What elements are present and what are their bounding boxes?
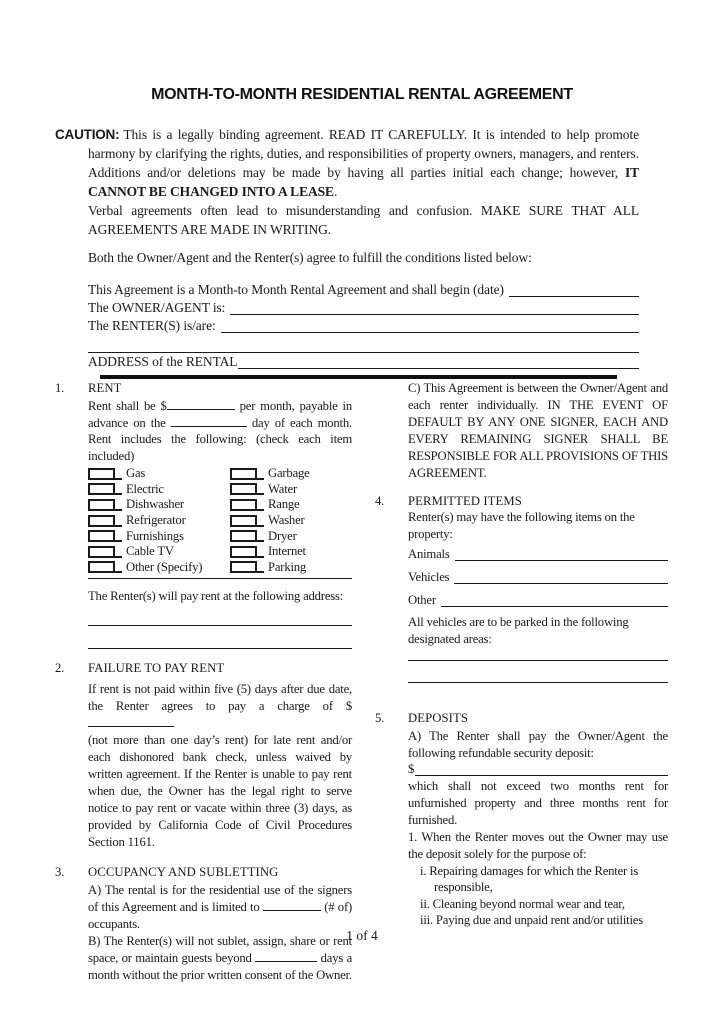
rent-text-3: day of each month. Rent includes the following: (check each item included) bbox=[88, 415, 352, 463]
pay-address-text: The Renter(s) will pay rent at the following address: bbox=[88, 589, 344, 604]
checkbox-tail bbox=[257, 530, 264, 542]
vehicles-label: Vehicles bbox=[408, 570, 450, 584]
checkbox-tail bbox=[115, 515, 122, 527]
section-4-title: PERMITTED ITEMS bbox=[408, 494, 522, 508]
section-3-number: 3. bbox=[55, 864, 65, 879]
section-1-heading bbox=[55, 380, 352, 396]
late-charge-paragraph bbox=[88, 681, 352, 732]
checkbox-label-refrigerator: Refrigerator bbox=[126, 513, 186, 528]
checkbox-label-internet: Internet bbox=[268, 544, 306, 559]
caution-label: CAUTION: bbox=[55, 127, 120, 142]
checkbox-gas[interactable] bbox=[88, 468, 115, 480]
section-5-title: DEPOSITS bbox=[408, 711, 469, 725]
vehicles-field[interactable] bbox=[454, 583, 668, 584]
failure-terms-paragraph: (not more than one day’s rent) for late rent and/or each dishonored bank check, unless waived by written agreement. If the Renter is unable to pay rent when due, the Owner has the legal right to serve notice to pay rent or vacate within three (3) days, as provided by California Code of Civil Procedures Section 1161. bbox=[88, 732, 352, 849]
checkbox-tail bbox=[115, 499, 122, 511]
checkbox-tail bbox=[257, 561, 264, 573]
parking-areas-text: All vehicles are to be parked in the following designated areas: bbox=[408, 615, 629, 646]
rent-text-2: per month, payable in advance on the bbox=[88, 399, 352, 430]
top-section bbox=[55, 125, 639, 379]
checkbox-dryer[interactable] bbox=[230, 530, 257, 542]
rental-address-label: ADDRESS of the RENTAL bbox=[88, 354, 238, 369]
other-items-field[interactable] bbox=[441, 606, 668, 607]
checklist-item-washer bbox=[230, 513, 352, 529]
permitted-items-intro: Renter(s) may have the following items on the property: bbox=[408, 510, 635, 541]
checklist-item-dishwasher bbox=[88, 497, 230, 513]
rental-address-field[interactable] bbox=[238, 368, 639, 369]
checkbox-label-garbage: Garbage bbox=[268, 466, 310, 481]
checklist-item-other bbox=[88, 560, 230, 576]
renters-label: The RENTER(S) is/are: bbox=[88, 318, 216, 333]
section-2-title: FAILURE TO PAY RENT bbox=[88, 660, 225, 675]
checklist-item-refrigerator bbox=[88, 513, 230, 529]
parking-area-line-2[interactable] bbox=[408, 682, 668, 683]
failure-text-1: If rent is not paid within five (5) days after due date, the Renter agrees to pay a charge of $ bbox=[88, 681, 352, 713]
section-divider-bar bbox=[100, 375, 617, 379]
checkbox-tail bbox=[257, 468, 264, 480]
animals-line bbox=[408, 545, 668, 563]
checkbox-electric[interactable] bbox=[88, 483, 115, 495]
checkbox-tail bbox=[115, 530, 122, 542]
checkbox-other[interactable] bbox=[88, 561, 115, 573]
checkbox-range[interactable] bbox=[230, 499, 257, 511]
caution-text: This is a legally binding agreement. READ IT CAREFULLY. It is intended to help promote harmony by clarifying the rights, duties, and responsibilities of property owners, managers, and renters. Additions and/or deletions may be made by having all parties initial each change; however, bbox=[88, 127, 639, 180]
checklist-item-furnishings bbox=[88, 528, 230, 544]
pay-address-line-2[interactable] bbox=[88, 648, 352, 649]
checkbox-tail bbox=[115, 546, 122, 558]
dollar-sign-label: $ bbox=[408, 762, 415, 776]
checklist-item-gas bbox=[88, 466, 230, 482]
deposit-use-item-2: ii. Cleaning beyond normal wear and tear, bbox=[420, 896, 625, 911]
section-4-heading bbox=[375, 493, 668, 509]
checkbox-furnishings[interactable] bbox=[88, 530, 115, 542]
checkbox-tail bbox=[257, 499, 264, 511]
checkbox-label-dishwasher: Dishwasher bbox=[126, 497, 184, 512]
occupancy-a-text-2: (# of) occupants. bbox=[88, 899, 353, 931]
page-number: 1 of 4 bbox=[346, 928, 378, 943]
late-charge-field[interactable] bbox=[88, 716, 174, 727]
section-2-heading bbox=[55, 660, 352, 676]
rent-terms-paragraph bbox=[88, 398, 352, 464]
occupants-count-field[interactable] bbox=[263, 900, 321, 911]
caution-bold-text: IT CANNOT BE CHANGED INTO A LEASE bbox=[88, 165, 639, 199]
section-2-number: 2. bbox=[55, 660, 65, 675]
deposit-use-item-1: i. Repairing damages for which the Renter is responsible, bbox=[420, 864, 639, 895]
checklist-item-electric bbox=[88, 482, 230, 498]
section-1-number: 1. bbox=[55, 381, 65, 395]
checkbox-dishwasher[interactable] bbox=[88, 499, 115, 511]
parking-area-line-1[interactable] bbox=[408, 660, 668, 661]
section-4-number: 4. bbox=[375, 494, 385, 508]
occupancy-b-text-2: days a month without the prior written consent of the Owner. bbox=[88, 950, 352, 982]
checkbox-label-range: Range bbox=[268, 497, 300, 512]
owner-agent-label: The OWNER/AGENT is: bbox=[88, 300, 226, 315]
occupancy-b-text-1: B) The Renter(s) will not sublet, assign, share or rent space, or maintain guests beyond bbox=[88, 933, 352, 965]
begin-date-field[interactable] bbox=[509, 296, 639, 297]
checklist-item-cable-tv bbox=[88, 544, 230, 560]
section-5-number: 5. bbox=[375, 711, 385, 725]
checkbox-label-parking: Parking bbox=[268, 559, 307, 574]
section-3-heading bbox=[55, 864, 352, 880]
checkbox-tail bbox=[257, 483, 264, 495]
pay-address-line-1[interactable] bbox=[88, 625, 352, 626]
checklist-item-dryer bbox=[230, 528, 352, 544]
checklist-item-water bbox=[230, 482, 352, 498]
renters-field-line-2[interactable] bbox=[88, 335, 639, 353]
occupancy-a-paragraph bbox=[88, 882, 352, 933]
checkbox-water[interactable] bbox=[230, 483, 257, 495]
checkbox-label-electric: Electric bbox=[126, 481, 164, 496]
checkbox-refrigerator[interactable] bbox=[88, 515, 115, 527]
section-1-title: RENT bbox=[88, 381, 122, 395]
caution-second-paragraph: Verbal agreements often lead to misunderstanding and confusion. MAKE SURE THAT ALL AGREEMENTS ARE MADE IN WRITING. bbox=[88, 203, 639, 237]
deposit-limit-paragraph: which shall not exceed two months rent for unfurnished property and three months rent for furnished. bbox=[408, 779, 668, 827]
caution-paragraph bbox=[55, 125, 639, 201]
occupancy-a-text-1: A) The rental is for the residential use of the signers of this Agreement and is limited to bbox=[88, 882, 352, 914]
left-column bbox=[55, 380, 352, 984]
checkbox-tail bbox=[257, 515, 264, 527]
checklist-item-parking bbox=[230, 560, 352, 576]
section-5-heading bbox=[375, 710, 668, 726]
agreement-conditions-line: Both the Owner/Agent and the Renter(s) agree to fulfill the conditions listed below: bbox=[88, 250, 532, 265]
deposit-a-paragraph: A) The Renter shall pay the Owner/Agent the following refundable security deposit: bbox=[408, 729, 668, 760]
individual-liability-paragraph: C) This Agreement is between the Owner/Agent and each renter individually. IN THE EVENT OF DEFAULT BY ANY ONE SIGNER, EACH AND EVERY REMAINING SIGNER SHALL BE RESPONSIBLE FOR ALL PROVISIONS OF THIS AGREEMENT. bbox=[408, 381, 668, 480]
checkbox-tail bbox=[115, 468, 122, 480]
rent-text-1: Rent shall be $ bbox=[88, 399, 167, 413]
right-column bbox=[375, 380, 668, 928]
checkbox-tail bbox=[115, 483, 122, 495]
checkbox-washer[interactable] bbox=[230, 515, 257, 527]
checkbox-label-washer: Washer bbox=[268, 513, 305, 528]
deposit-use-intro: 1. When the Renter moves out the Owner may use the deposit solely for the purpose of: bbox=[408, 830, 668, 861]
security-deposit-field[interactable] bbox=[415, 775, 668, 776]
rent-amount-field[interactable] bbox=[167, 399, 235, 410]
other-specify-line[interactable] bbox=[88, 578, 352, 579]
checkbox-internet[interactable] bbox=[230, 546, 257, 558]
owner-agent-field[interactable] bbox=[230, 314, 639, 315]
checkbox-label-water: Water bbox=[268, 481, 297, 496]
checklist-item-garbage bbox=[230, 466, 352, 482]
rent-due-day-field[interactable] bbox=[171, 416, 247, 427]
animals-field[interactable] bbox=[455, 560, 668, 561]
guest-days-field[interactable] bbox=[255, 951, 317, 962]
checkbox-label-gas: Gas bbox=[126, 466, 146, 481]
security-deposit-line bbox=[408, 762, 668, 778]
page-title: MONTH-TO-MONTH RESIDENTIAL RENTAL AGREEMENT bbox=[151, 86, 573, 103]
section-3-title: OCCUPANCY AND SUBLETTING bbox=[88, 864, 279, 879]
checkbox-parking[interactable] bbox=[230, 561, 257, 573]
checkbox-cable-tv[interactable] bbox=[88, 546, 115, 558]
checkbox-garbage[interactable] bbox=[230, 468, 257, 480]
begin-date-line bbox=[88, 281, 639, 299]
vehicles-line bbox=[408, 568, 668, 586]
checklist-item-range bbox=[230, 497, 352, 513]
rental-address-line bbox=[88, 353, 639, 371]
begin-date-label: This Agreement is a Month-to Month Rental Agreement and shall begin (date) bbox=[88, 282, 504, 297]
caution-period: . bbox=[333, 184, 338, 199]
checkbox-label-other: Other (Specify) bbox=[126, 559, 203, 574]
other-items-line bbox=[408, 591, 668, 609]
other-items-label: Other bbox=[408, 593, 436, 607]
checkbox-label-cable-tv: Cable TV bbox=[126, 544, 174, 559]
checkbox-label-furnishings: Furnishings bbox=[126, 528, 184, 543]
checkbox-tail bbox=[257, 546, 264, 558]
checkbox-tail bbox=[115, 561, 122, 573]
included-items-checklist bbox=[88, 466, 352, 575]
checklist-item-internet bbox=[230, 544, 352, 560]
owner-agent-line bbox=[88, 299, 639, 317]
animals-label: Animals bbox=[408, 547, 450, 561]
renters-field[interactable] bbox=[221, 332, 639, 333]
deposit-use-item-3: iii. Paying due and unpaid rent and/or utilities bbox=[420, 912, 643, 927]
checkbox-label-dryer: Dryer bbox=[268, 528, 297, 543]
renters-line bbox=[88, 317, 639, 335]
